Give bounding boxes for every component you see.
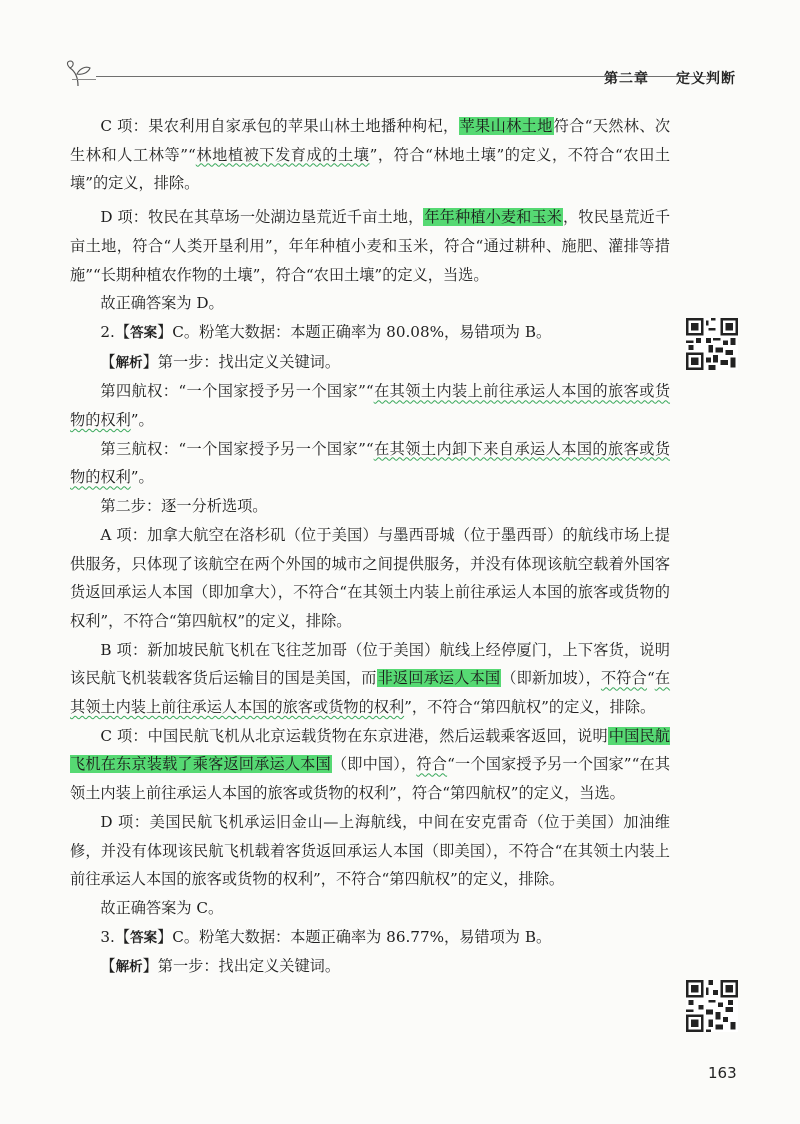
text: 符合“天然林、次生林和人工林等”“ bbox=[70, 117, 671, 164]
text: 第三航权：“一个国家授予另一个国家”“ bbox=[100, 439, 374, 458]
text: C 项：中国民航飞机从北京运载货物在东京进港，然后运载乘客返回，说明 bbox=[100, 726, 608, 745]
step-two: 第二步：逐一分析选项。 bbox=[100, 497, 268, 516]
text: D 项：牧民在其草场一处湖边垦荒近千亩土地， bbox=[100, 208, 424, 227]
bracket: 【 bbox=[100, 957, 116, 976]
answer-header bbox=[70, 923, 670, 953]
definition-4th-right bbox=[70, 377, 670, 434]
underlined-text: 在其领土内卸下来自承运人本国的旅客或货物的权利 bbox=[70, 439, 671, 487]
paragraph-option-a: A 项：加拿大航空在洛杉矶（位于美国）与墨西哥城（位于墨西哥）的航线市场上提供服务，只体现了该航空在两个外国的城市之间提供服务，并没有体现该航空载着外国客货返回承运人本国（即加拿大），不符合“在其领土内装上前往承运人本国的旅客或货物的权利”，不符合“第四航权”的定义，排除。 bbox=[70, 525, 670, 630]
paragraph-option-d bbox=[70, 203, 670, 289]
underlined-text: 不符合 bbox=[600, 669, 647, 688]
text: 】C。粉笔大数据：本题正确率为 86.77%，易错项为 B。 bbox=[157, 927, 552, 946]
analysis-tag: 解析 bbox=[115, 959, 143, 976]
text: C 项：果农利用自家承包的苹果山林土地播种枸杞， bbox=[100, 117, 459, 135]
paragraph-option-b bbox=[70, 636, 670, 722]
text: 】第一步：找出定义关键词。 bbox=[142, 957, 341, 976]
answer-tag: 答案 bbox=[130, 324, 158, 341]
underlined-text: 在其领土内装上前往承运人本国的旅客或货物的权利 bbox=[70, 382, 671, 430]
analysis-tag: 解析 bbox=[115, 354, 143, 371]
answer-tag: 答案 bbox=[130, 929, 158, 946]
underlined-text: 林地植被下发育成的土壤 bbox=[195, 145, 370, 164]
qr-code-icon[interactable] bbox=[686, 318, 738, 370]
answer-header bbox=[70, 318, 670, 348]
text: ”。 bbox=[130, 468, 154, 487]
sprout-icon bbox=[64, 60, 98, 88]
answer-line: 故正确答案为 C。 bbox=[100, 898, 224, 917]
text: ，牧民垦荒近千亩土地，符合“人类开垦利用”，年年种植小麦和玉米，符合“通过耕种、施肥、灌排等措施”“长期种植农作物的土壤”，符合“农田土壤”的定义，当选。 bbox=[70, 208, 671, 284]
text: ”，不符合“第四航权”的定义，排除。 bbox=[404, 698, 656, 717]
chapter-title: 定义判断 bbox=[676, 71, 736, 87]
question-number: 3.【 bbox=[100, 927, 131, 946]
paragraph-option-d2: D 项：美国民航飞机承运旧金山—上海航线，中间在安克雷奇（位于美国）加油维修，并没有体现该民航飞机载着客货返回承运人本国（即美国），不符合“在其领土内装上前往承运人本国的旅客或货物的权利”，不符合“第四航权”的定义，排除。 bbox=[70, 812, 670, 889]
text: B 项：新加坡民航飞机在飞往芝加哥（位于美国）航线上经停厦门，上下客货，说明该民航飞机装载客货后运输目的国是美国，而 bbox=[70, 640, 670, 688]
page-number: 163 bbox=[708, 1064, 737, 1082]
chapter-label bbox=[598, 63, 738, 91]
highlight: 非返回承运人本国 bbox=[377, 669, 501, 688]
qr-code-icon[interactable] bbox=[686, 980, 738, 1032]
question-number: 2.【 bbox=[100, 322, 131, 341]
bracket: 【 bbox=[100, 352, 116, 371]
page-header bbox=[0, 56, 800, 96]
header-rule-short bbox=[72, 79, 96, 80]
text: （即新加坡）， bbox=[501, 669, 601, 688]
answer-line: 故正确答案为 D。 bbox=[100, 294, 224, 313]
highlight: 年年种植小麦和玉米 bbox=[424, 208, 563, 227]
text: ”。 bbox=[130, 411, 154, 430]
paragraph-option-c bbox=[70, 112, 670, 198]
paragraph-option-c2 bbox=[70, 722, 670, 808]
text: 】第一步：找出定义关键词。 bbox=[142, 352, 341, 371]
underlined-text: 符合 bbox=[416, 755, 448, 774]
text: ”，符合“林地土壤”的定义，不符合“农田土壤”的定义，排除。 bbox=[70, 145, 671, 193]
text: “一个国家授予另一个国家”“在其领土内装上前往承运人本国的旅客或货物的权利”，符合“第四航权”的定义，当选。 bbox=[70, 755, 671, 803]
analysis-header bbox=[70, 348, 670, 378]
highlight: 苹果山林土地 bbox=[459, 117, 553, 135]
highlight: 中国民航飞机在东京装载了乘客返回承运人本国 bbox=[70, 726, 670, 774]
analysis-header bbox=[70, 952, 670, 982]
underlined-text: 在其领土内装上前往承运人本国的旅客或货物的权利 bbox=[70, 669, 671, 717]
text: 】C。粉笔大数据：本题正确率为 80.08%，易错项为 B。 bbox=[157, 322, 552, 341]
text: “ bbox=[646, 669, 655, 688]
text: （即中国）， bbox=[331, 755, 417, 774]
page-content bbox=[70, 112, 670, 982]
definition-3rd-right bbox=[70, 435, 670, 492]
text: 第四航权：“一个国家授予另一个国家”“ bbox=[100, 382, 374, 401]
chapter-number: 第二章 bbox=[604, 71, 649, 87]
